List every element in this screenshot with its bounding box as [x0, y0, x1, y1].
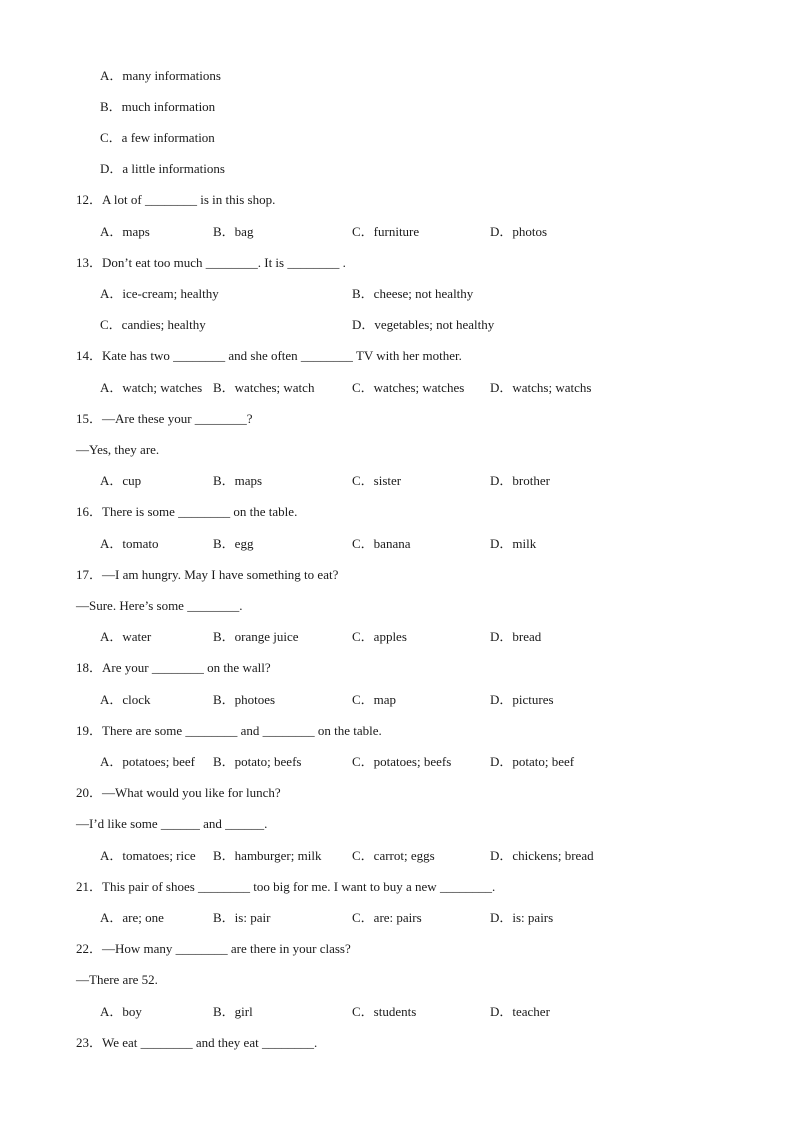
options-row-15 — [0, 473, 794, 489]
options-row-13b — [0, 317, 794, 333]
option-b: B．much information — [100, 99, 216, 114]
option-a: A．clock — [100, 692, 151, 707]
option-b: B．girl — [213, 1004, 253, 1019]
options-row-12 — [0, 224, 794, 240]
options-row-20 — [0, 848, 794, 864]
option-c: C．apples — [352, 629, 407, 644]
option-d: D．photos — [490, 224, 548, 239]
reply-20: —I’d like some ______ and ______. — [76, 816, 268, 831]
question-15: 15．—Are these your ________? — [76, 411, 253, 426]
options-row-17 — [0, 629, 794, 645]
question-14: 14．Kate has two ________ and she often ________ TV with her mother. — [76, 348, 462, 363]
option-c: C．students — [352, 1004, 417, 1019]
question-22: 22．—How many ________ are there in your class? — [76, 941, 351, 956]
option-a: A．tomato — [100, 536, 159, 551]
option-d: D．a little informations — [100, 161, 225, 176]
option-c: C．watches; watches — [352, 380, 465, 395]
option-c: C．a few information — [100, 130, 215, 145]
option-a: A．are; one — [100, 910, 164, 925]
option-b: B．maps — [213, 473, 263, 488]
reply-17: —Sure. Here’s some ________. — [76, 598, 243, 613]
option-b: B．watches; watch — [213, 380, 315, 395]
option-a: A．tomatoes; rice — [100, 848, 196, 863]
options-row-19 — [0, 754, 794, 770]
question-19: 19．There are some ________ and ________ on the table. — [76, 723, 382, 738]
option-d: D．vegetables; not healthy — [352, 317, 495, 332]
options-row-21 — [0, 910, 794, 926]
option-b: B．egg — [213, 536, 254, 551]
option-c: C．furniture — [352, 224, 420, 239]
question-20: 20．—What would you like for lunch? — [76, 785, 281, 800]
reply-15: —Yes, they are. — [76, 442, 160, 457]
question-18: 18．Are your ________ on the wall? — [76, 660, 271, 675]
option-c: C．sister — [352, 473, 402, 488]
question-17: 17．—I am hungry. May I have something to eat? — [76, 567, 339, 582]
option-a: A．watch; watches — [100, 380, 203, 395]
options-row-18 — [0, 692, 794, 708]
option-c: C．are: pairs — [352, 910, 422, 925]
option-d: D．watchs; watchs — [490, 380, 592, 395]
option-d: D．chickens; bread — [490, 848, 594, 863]
option-b: B．is: pair — [213, 910, 271, 925]
question-16: 16．There is some ________ on the table. — [76, 504, 298, 519]
option-d: D．teacher — [490, 1004, 550, 1019]
option-a: A．cup — [100, 473, 142, 488]
option-d: D．brother — [490, 473, 550, 488]
option-a: A．potatoes; beef — [100, 754, 195, 769]
option-a: A．water — [100, 629, 152, 644]
options-row-22 — [0, 1004, 794, 1020]
option-c: C．banana — [352, 536, 411, 551]
question-23: 23．We eat ________ and they eat ________. — [76, 1035, 318, 1050]
option-a: A．boy — [100, 1004, 142, 1019]
option-c: C．candies; healthy — [100, 317, 206, 332]
question-13: 13．Don’t eat too much ________. It is ________ . — [76, 255, 346, 270]
option-b: B．cheese; not healthy — [352, 286, 474, 301]
option-b: B．orange juice — [213, 629, 299, 644]
option-c: C．carrot; eggs — [352, 848, 435, 863]
option-d: D．is: pairs — [490, 910, 554, 925]
option-a: A．many informations — [100, 68, 221, 83]
question-21: 21．This pair of shoes ________ too big for me. I want to buy a new ________. — [76, 879, 496, 894]
question-12: 12．A lot of ________ is in this shop. — [76, 192, 276, 207]
option-c: C．map — [352, 692, 397, 707]
reply-22: —There are 52. — [76, 972, 158, 987]
options-row-16 — [0, 536, 794, 552]
option-a: A．maps — [100, 224, 150, 239]
option-c: C．potatoes; beefs — [352, 754, 452, 769]
option-a: A．ice-cream; healthy — [100, 286, 219, 301]
option-b: B．potato; beefs — [213, 754, 302, 769]
options-row-14 — [0, 380, 794, 396]
option-b: B．bag — [213, 224, 254, 239]
option-b: B．photoes — [213, 692, 276, 707]
options-row-13a — [0, 286, 794, 302]
option-d: D．bread — [490, 629, 542, 644]
option-d: D．potato; beef — [490, 754, 575, 769]
option-d: D．milk — [490, 536, 537, 551]
option-b: B．hamburger; milk — [213, 848, 322, 863]
option-d: D．pictures — [490, 692, 554, 707]
